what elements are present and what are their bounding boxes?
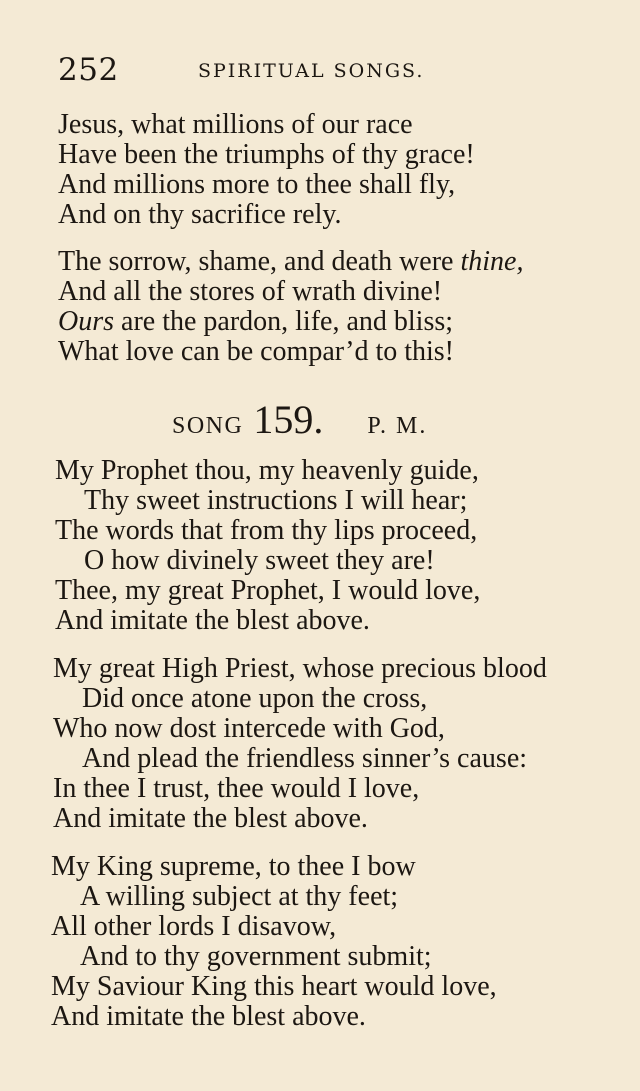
verse-line: And plead the friendless sinner’s cause:: [82, 743, 528, 774]
verse-line: All other lords I disavow,: [51, 911, 337, 942]
verse-line: [58, 307, 453, 337]
verse-line: And imitate the blest above.: [51, 1001, 366, 1032]
verse-line: Did once atone upon the cross,: [82, 683, 428, 714]
page-number: 252: [58, 52, 119, 88]
running-head: SPIRITUAL SONGS.: [198, 60, 425, 82]
song-label: SONG: [172, 413, 244, 439]
verse-line: And on thy sacrifice rely.: [58, 199, 342, 230]
verse-line: And millions more to thee shall fly,: [58, 169, 456, 200]
verse-line: The words that from thy lips proceed,: [55, 515, 478, 546]
verse-text: The sorrow, shame, and death were: [58, 246, 461, 277]
verse-line: My great High Priest, whose precious blood: [53, 653, 547, 684]
italic-word: thine,: [460, 246, 524, 277]
verse-line: My King supreme, to thee I bow: [51, 851, 416, 882]
verse-line: O how divinely sweet they are!: [84, 545, 435, 576]
verse-line: Thy sweet instructions I will hear;: [84, 485, 468, 516]
verse-line: A willing subject at thy feet;: [80, 881, 399, 912]
verse-line: My Prophet thou, my heavenly guide,: [55, 455, 479, 486]
song-heading: [172, 396, 427, 446]
verse-line: And all the stores of wrath divine!: [58, 276, 443, 307]
song-meter: P. M.: [367, 413, 428, 439]
verse-line: Who now dost intercede with God,: [53, 713, 445, 744]
verse-line: And to thy government submit;: [80, 941, 432, 972]
italic-word: Ours: [58, 306, 115, 337]
verse-line: Jesus, what millions of our race: [58, 109, 413, 140]
verse-line: My Saviour King this heart would love,: [51, 971, 497, 1002]
verse-text: are the pardon, life, and bliss;: [114, 306, 454, 337]
verse-line: Have been the triumphs of thy grace!: [58, 139, 475, 170]
verse-line: Thee, my great Prophet, I would love,: [55, 575, 481, 606]
verse-line: And imitate the blest above.: [53, 803, 368, 834]
page-header: [58, 50, 578, 90]
verse-line: What love can be compar’d to this!: [58, 336, 455, 367]
song-number: 159.: [253, 397, 324, 442]
verse-line: [58, 247, 523, 277]
verse-line: And imitate the blest above.: [55, 605, 370, 636]
verse-line: In thee I trust, thee would I love,: [53, 773, 420, 804]
